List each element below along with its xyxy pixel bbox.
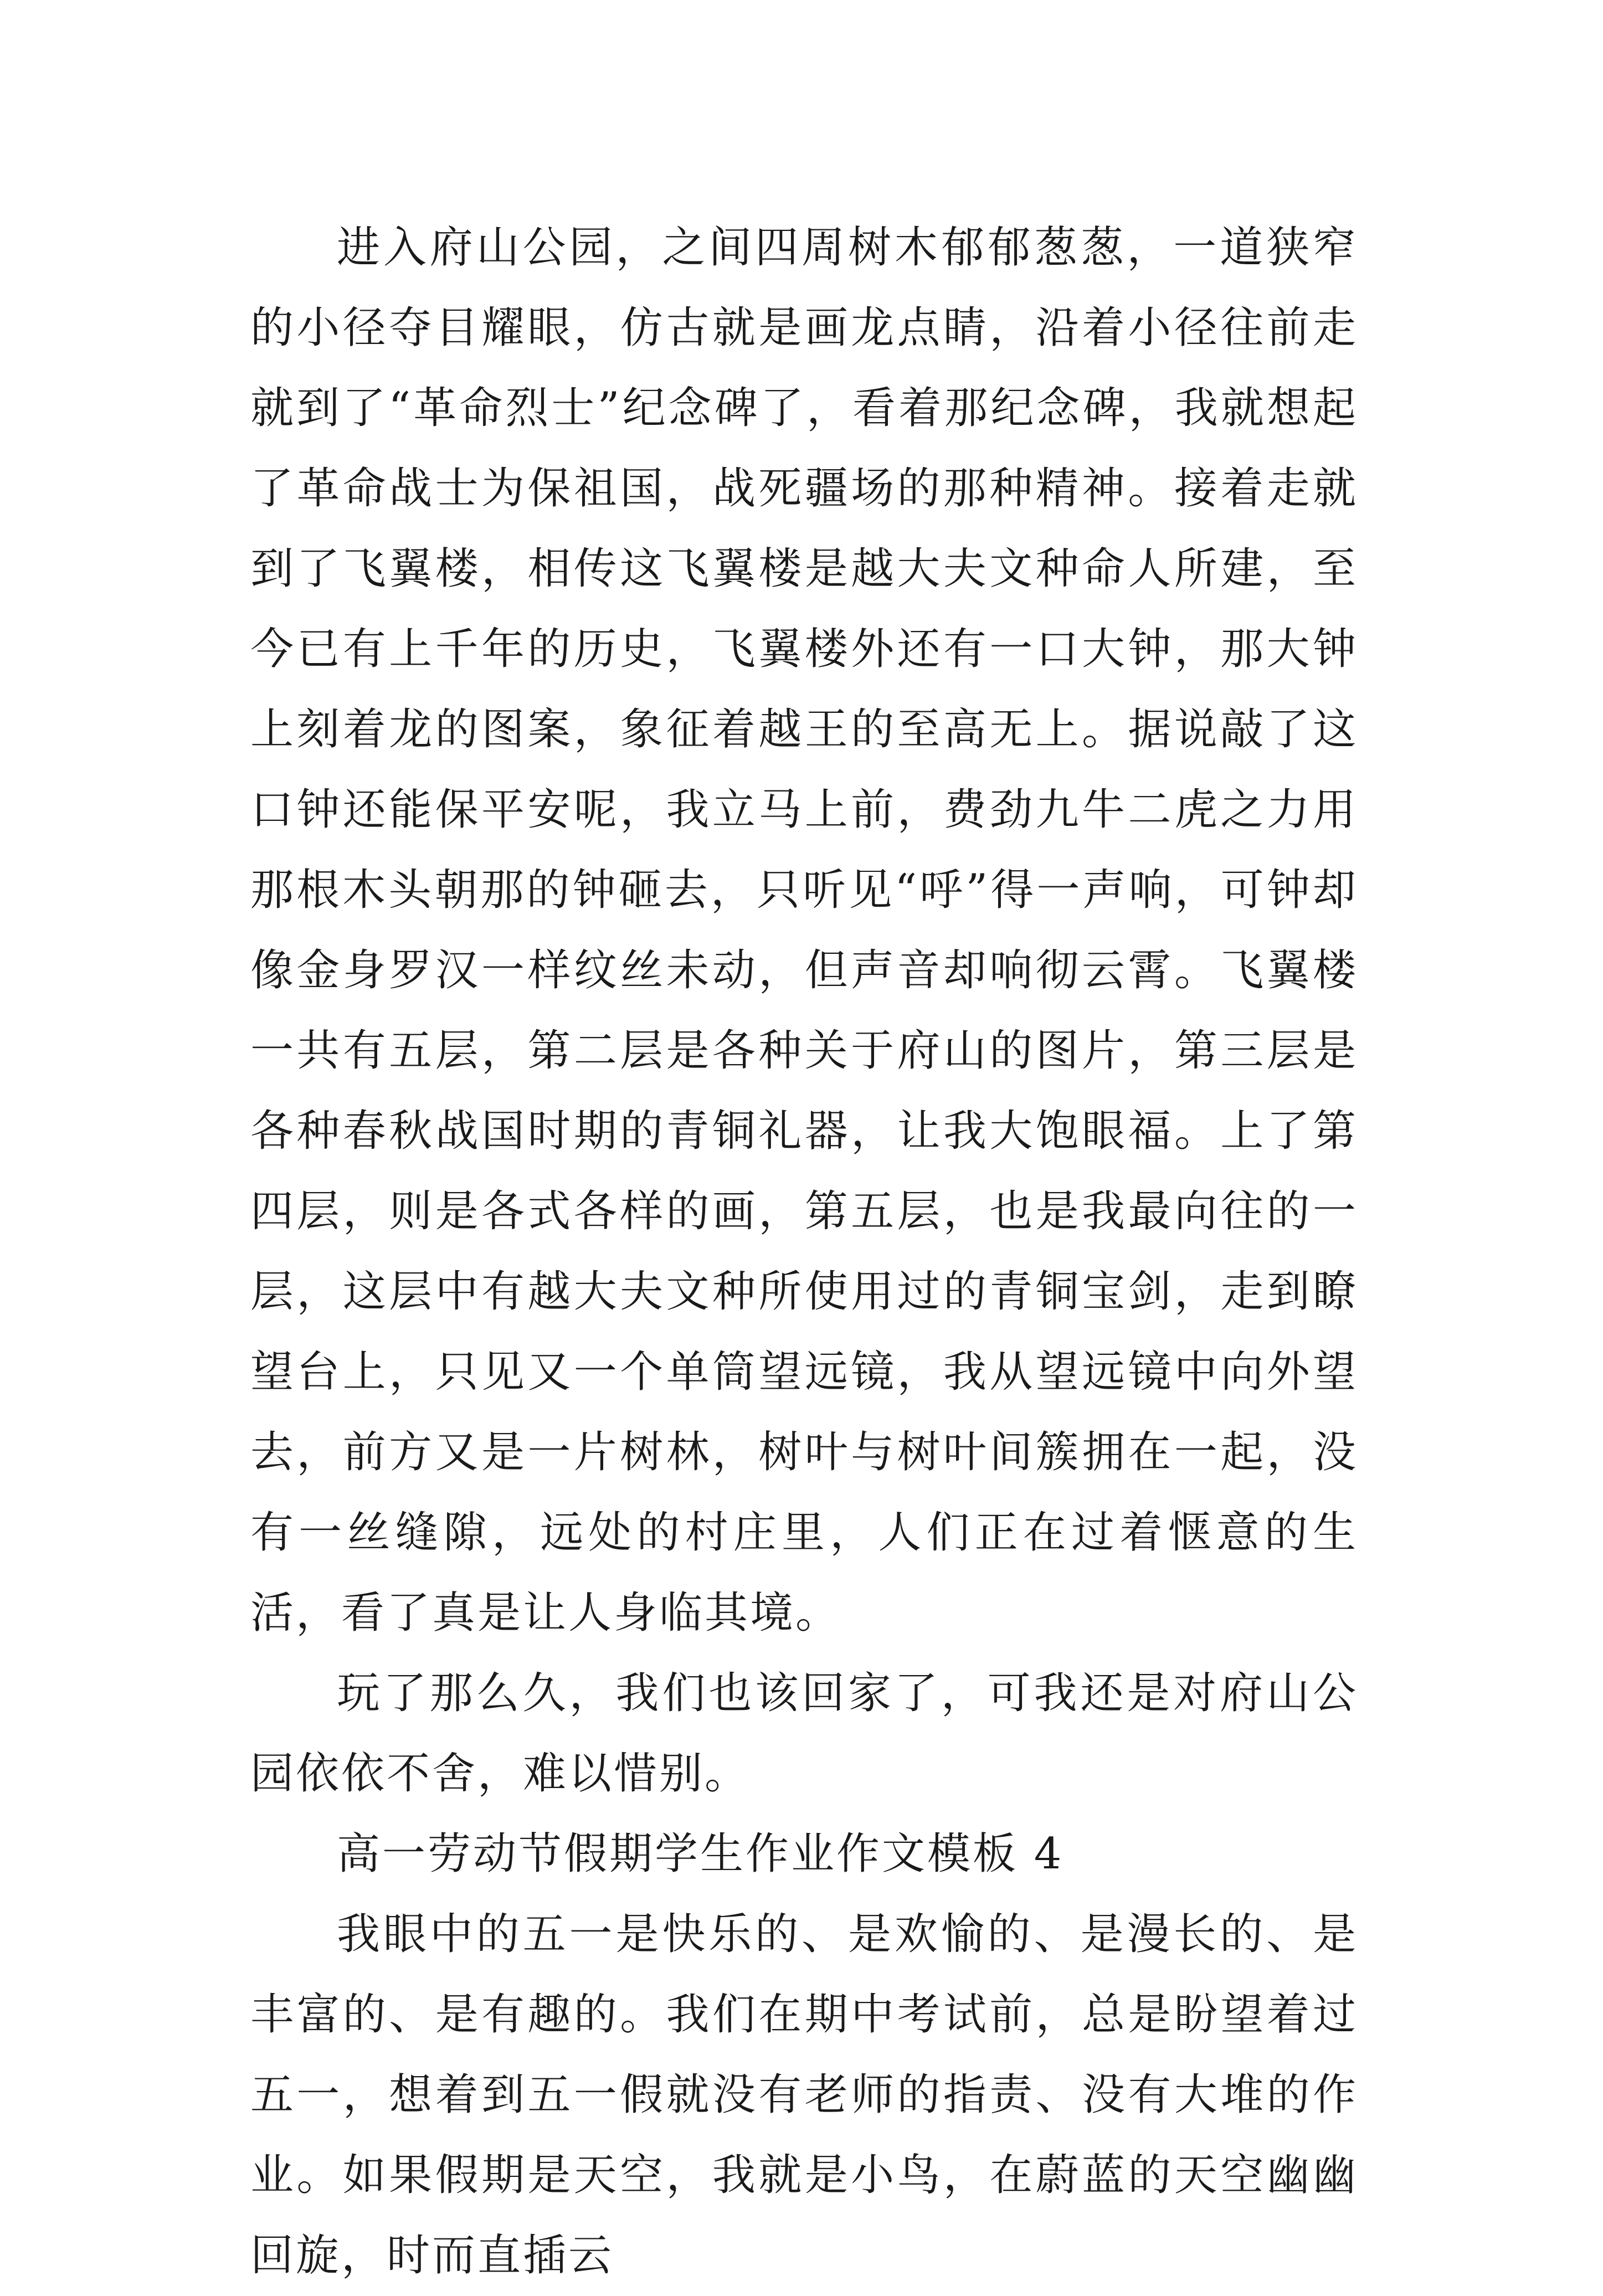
paragraph-may-day: 我眼中的五一是快乐的、是欢愉的、是漫长的、是丰富的、是有趣的。我们在期中考试前，总是盼望着过五一，想着到五一假就没有老师的指责、没有大堆的作业。如果假期是天空，我就是小鸟，在蔚蓝的天空幽幽回旋，时而直插云	[250, 1909, 1358, 2280]
paragraph-going-home: 玩了那么久，我们也该回家了，可我还是对府山公园依依不舍，难以惜别。	[250, 1668, 1358, 1799]
paragraph-park-visit: 进入府山公园，之间四周树木郁郁葱葱，一道狭窄的小径夺目耀眼，仿古就是画龙点睛，沿着小径往前走就到了“革命烈士”纪念碑了，看着那纪念碑，我就想起了革命战士为保祖国，战死疆场的那种精神。接着走就到了飞翼楼，相传这飞翼楼是越大夫文种命人所建，至今已有上千年的历史，飞翼楼外还有一口大钟，那大钟上刻着龙的图案，象征着越王的至高无上。据说敲了这口钟还能保平安呢，我立马上前，费劲九牛二虎之力用那根木头朝那的钟砸去，只听见“呼”得一声响，可钟却像金身罗汉一样纹丝未动，但声音却响彻云霄。飞翼楼一共有五层，第二层是各种关于府山的图片，第三层是各种春秋战国时期的青铜礼器，让我大饱眼福。上了第四层，则是各式各样的画，第五层，也是我最向往的一层，这层中有越大夫文种所使用过的青铜宝剑，走到瞭望台上，只见又一个单筒望远镜，我从望远镜中向外望去，前方又是一片树林，树叶与树叶间簇拥在一起，没有一丝缝隙，远处的村庄里，人们正在过着惬意的生活，看了真是让人身临其境。	[250, 223, 1358, 1638]
section-heading: 高一劳动节假期学生作业作文模板 4	[337, 1829, 1064, 1879]
document-body	[250, 208, 1358, 2296]
